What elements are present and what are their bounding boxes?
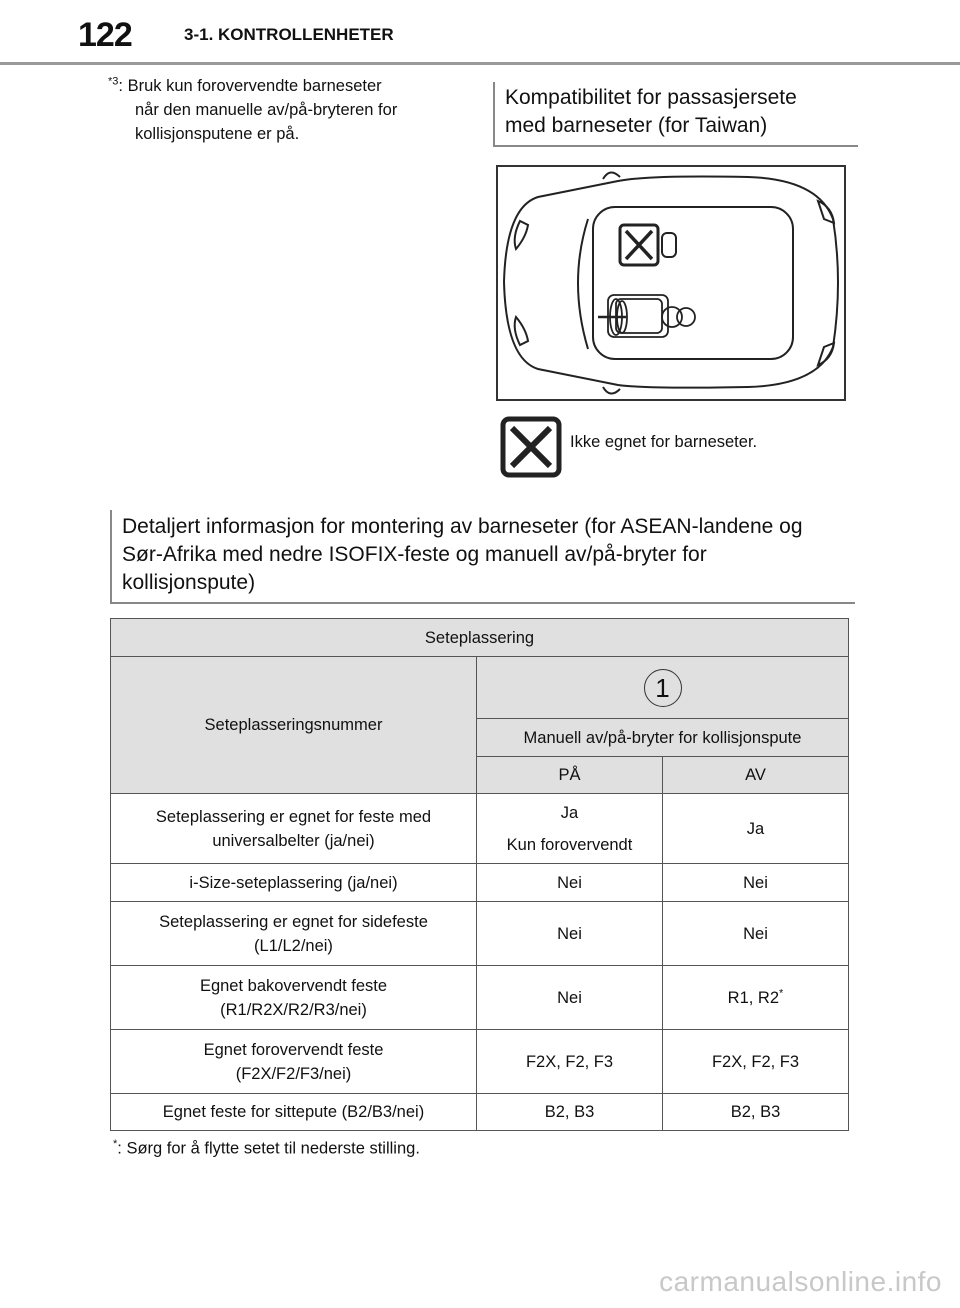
taiwan-heading-line-2: med barneseter (for Taiwan)	[505, 114, 768, 137]
row-off-value: Ja	[663, 794, 849, 864]
table-row	[111, 794, 849, 864]
row-on-line-2: Kun forovervendt	[506, 835, 633, 854]
row-off-value: B2, B3	[663, 1094, 849, 1131]
table-row	[111, 864, 849, 902]
seat-table	[110, 618, 849, 1131]
asean-heading	[110, 510, 855, 604]
row-on-value: B2, B3	[477, 1094, 663, 1131]
row-label	[111, 902, 477, 966]
row-label	[111, 794, 477, 864]
row-label-line-2: (L1/L2/nei)	[254, 936, 333, 955]
legend-text: Ikke egnet for barneseter.	[570, 433, 758, 451]
table-title: Seteplassering	[111, 619, 849, 657]
seat-number-cell	[477, 657, 849, 719]
taiwan-heading-line-1: Kompatibilitet for passasjersete	[505, 86, 797, 109]
table-row	[111, 902, 849, 966]
footnote-3-line-2: når den manuelle av/på-bryteren for	[135, 101, 398, 119]
table-row	[111, 1094, 849, 1131]
table-row	[111, 1030, 849, 1094]
row-label-line-1: Seteplassering er egnet for feste med	[155, 807, 432, 826]
legend-cross-box-icon	[500, 416, 562, 478]
row-off-value	[663, 966, 849, 1030]
row-on-value: Nei	[477, 902, 663, 966]
child-seat-icon	[598, 295, 695, 337]
switch-label: Manuell av/på-bryter for kollisjonspute	[477, 719, 849, 757]
seat-number-label: Seteplasseringsnummer	[111, 657, 477, 794]
row-label: Egnet feste for sittepute (B2/B3/nei)	[111, 1094, 477, 1131]
footnote-3-marker: *3	[108, 75, 119, 88]
asean-heading-line-3: kollisjonspute)	[122, 571, 256, 594]
footnote-3-line-3: kollisjonsputene er på.	[135, 125, 300, 143]
row-on-line-1: Ja	[560, 803, 579, 822]
row-label	[111, 966, 477, 1030]
row-label-line-1: Seteplassering er egnet for sidefeste	[159, 912, 428, 931]
seat-number-badge: 1	[644, 669, 682, 707]
row-label-line-2: (R1/R2X/R2/R3/nei)	[220, 1000, 367, 1019]
footnote-3-line-1	[108, 74, 468, 98]
row-on-value: Nei	[477, 966, 663, 1030]
row-label-line-2: universalbelter (ja/nei)	[212, 831, 375, 850]
footnote-3	[108, 74, 468, 146]
section-title: 3-1. KONTROLLENHETER	[184, 25, 394, 44]
row-off-text: R1, R2	[727, 988, 780, 1007]
row-label: i-Size-seteplassering (ja/nei)	[111, 864, 477, 902]
footnote-star	[113, 1138, 420, 1159]
page-number: 122	[78, 16, 132, 54]
row-off-value: Nei	[663, 864, 849, 902]
off-label: AV	[663, 757, 849, 794]
row-label	[111, 1030, 477, 1094]
footnote-star-marker: *	[113, 1138, 118, 1150]
asean-heading-line-2: Sør-Afrika med nedre ISOFIX-feste og manuell av/på-bryter for	[122, 543, 707, 566]
row-label-line-1: Egnet forovervendt feste	[203, 1040, 384, 1059]
row-on-value: Nei	[477, 864, 663, 902]
footnote-3-text-1: : Bruk kun forovervendte barneseter	[118, 77, 382, 95]
table-row	[111, 966, 849, 1030]
row-label-line-2: (F2X/F2/F3/nei)	[235, 1064, 352, 1083]
row-on-value: F2X, F2, F3	[477, 1030, 663, 1094]
watermark: carmanualsonline.info	[659, 1266, 942, 1297]
cross-box-icon	[620, 225, 676, 265]
row-off-value: F2X, F2, F3	[663, 1030, 849, 1094]
taiwan-heading	[493, 82, 858, 147]
row-label-line-1: Egnet bakovervendt feste	[199, 976, 388, 995]
asean-heading-line-1: Detaljert informasjon for montering av barneseter (for ASEAN-landene og	[122, 515, 803, 538]
row-on-value	[477, 794, 663, 864]
row-off-value: Nei	[663, 902, 849, 966]
footnote-star-text: : Sørg for å flytte setet til nederste stilling.	[117, 1139, 420, 1158]
on-label: PÅ	[477, 757, 663, 794]
header-rule	[0, 62, 960, 65]
seat-compatibility-diagram	[496, 165, 846, 401]
car-top-view-icon	[498, 167, 844, 399]
row-off-marker: *	[779, 987, 784, 999]
